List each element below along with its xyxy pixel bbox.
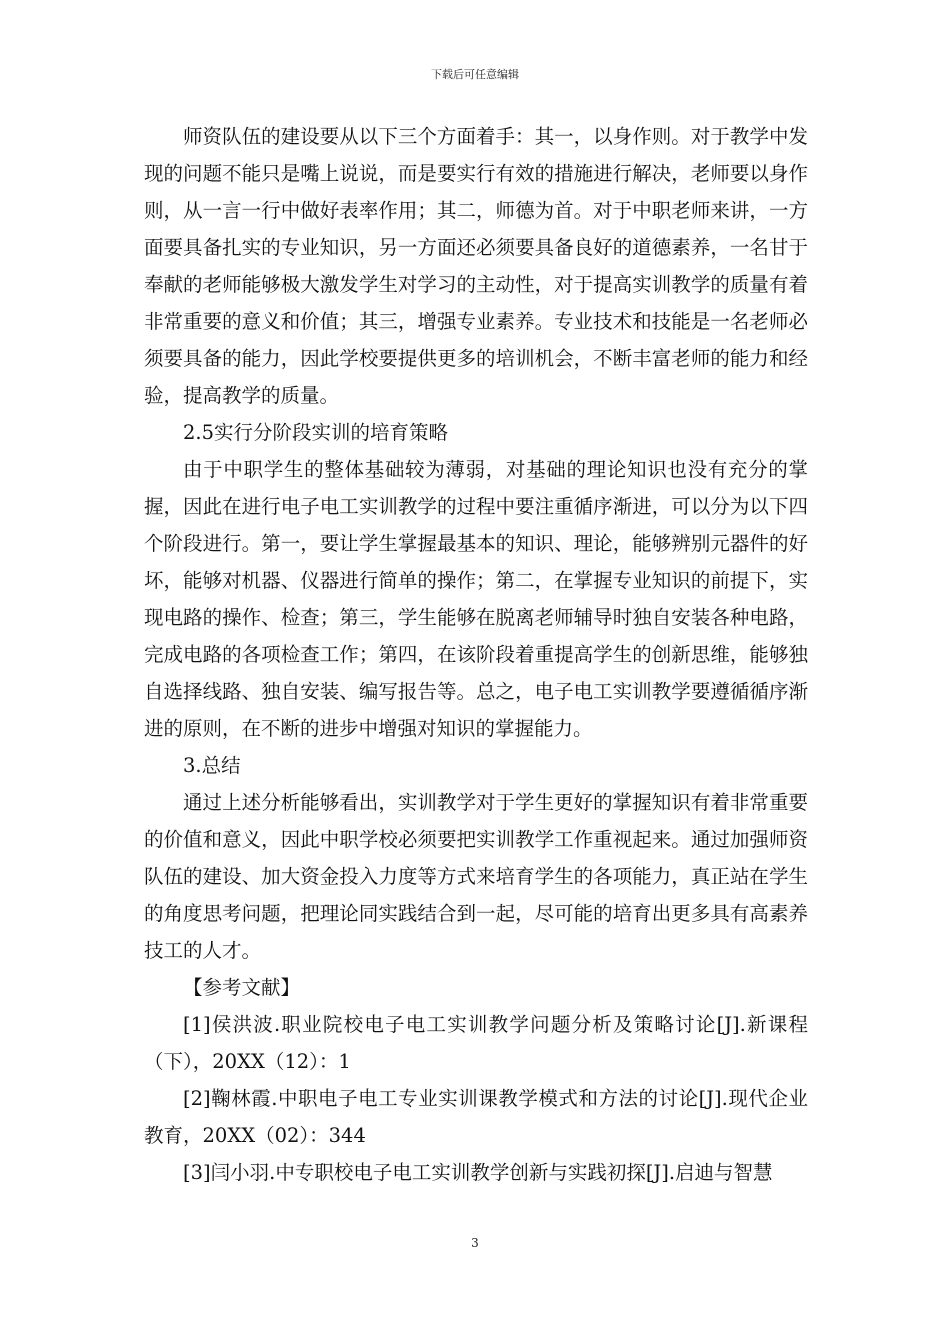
- page-number: 3: [471, 1236, 479, 1250]
- section-heading-2-5: 2.5实行分阶段实训的培育策略: [183, 421, 449, 444]
- paragraph-conclusion: 通过上述分析能够看出，实训教学对于学生更好的掌握知识有着非常重要的价值和意义，因此中职学校必须要把实训教学工作重视起来。通过加强师资队伍的建设、加大资金投入力度等方式来培育学生的各项能力，真正站在学生的角度思考问题，把理论同实践结合到一起，尽可能的培育出更多具有高素养技工的人才。: [144, 791, 808, 962]
- page-header: 下载后可任意编辑: [431, 68, 519, 81]
- reference-item-2: [2]鞠林霞.中职电子电工专业实训课教学模式和方法的讨论[J].现代企业教育，20XX（02）：344: [144, 1087, 808, 1147]
- reference-item-1: [1]侯洪波.职业院校电子电工实训教学问题分析及策略讨论[J].新课程（下），20XX（12）：1: [144, 1013, 808, 1073]
- body-text: [144, 118, 808, 1191]
- reference-item-3: [3]闫小羽.中专职校电子电工实训教学创新与实践初探[J].启迪与智慧: [183, 1161, 773, 1184]
- paragraph-teacher-team: 师资队伍的建设要从以下三个方面着手：其一，以身作则。对于教学中发现的问题不能只是嘴上说说，而是要实行有效的措施进行解决，老师要以身作则，从一言一行中做好表率作用；其二，师德为首。对于中职老师来讲，一方面要具备扎实的专业知识，另一方面还必须要具备良好的道德素养，一名甘于奉献的老师能够极大激发学生对学习的主动性，对于提高实训教学的质量有着非常重要的意义和价值；其三，增强专业素养。专业技术和技能是一名老师必须要具备的能力，因此学校要提供更多的培训机会，不断丰富老师的能力和经验，提高教学的质量。: [144, 125, 808, 407]
- paragraph-staged-training: 由于中职学生的整体基础较为薄弱，对基础的理论知识也没有充分的掌握，因此在进行电子电工实训教学的过程中要注重循序渐进，可以分为以下四个阶段进行。第一，要让学生掌握最基本的知识、理论，能够辨别元器件的好坏，能够对机器、仪器进行简单的操作；第二，在掌握专业知识的前提下，实现电路的操作、检查；第三，学生能够在脱离老师辅导时独自安装各种电路，完成电路的各项检查工作；第四，在该阶段着重提高学生的创新思维，能够独自选择线路、独自安装、编写报告等。总之，电子电工实训教学要遵循循序渐进的原则，在不断的进步中增强对知识的掌握能力。: [144, 458, 808, 740]
- references-heading: 【参考文献】: [183, 976, 301, 999]
- section-heading-conclusion: 3.总结: [183, 754, 241, 777]
